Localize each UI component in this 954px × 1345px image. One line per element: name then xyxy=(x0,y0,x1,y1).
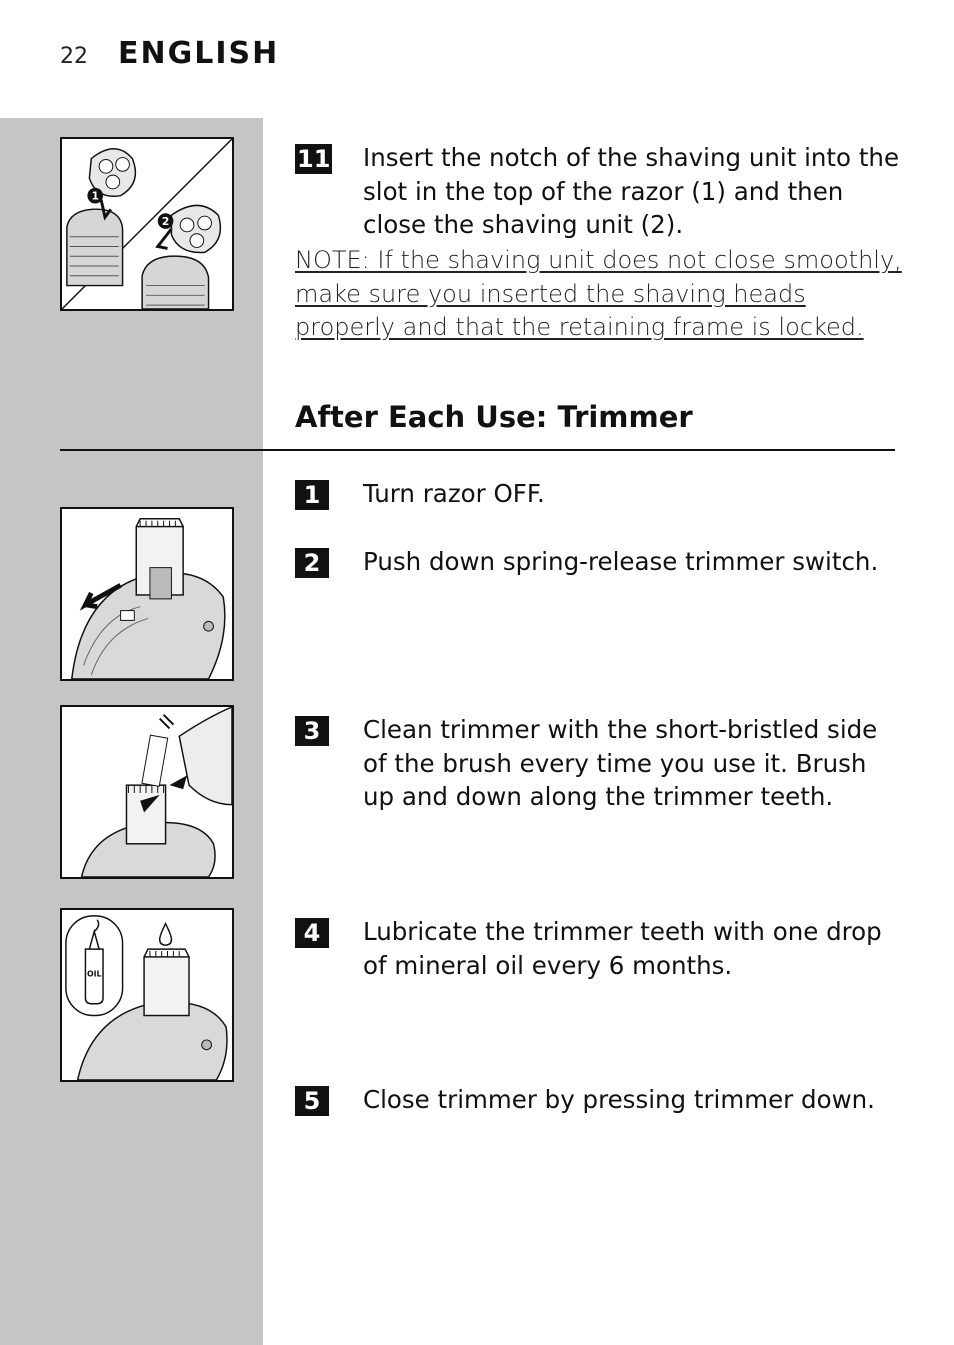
step-number: 5 xyxy=(295,1086,329,1116)
oil-lubrication-illustration xyxy=(60,908,234,1082)
section-heading: After Each Use: Trimmer xyxy=(295,400,693,434)
oil-bottle-label: OIL xyxy=(86,969,102,979)
figure-label-1: 1 xyxy=(91,189,99,203)
trimmer-switch-illustration xyxy=(60,507,234,681)
page-number: 22 xyxy=(60,44,88,69)
heading-rule xyxy=(60,449,895,451)
step-text: Insert the notch of the shaving unit into the slot in the top of the razor (1) and then close the shaving unit (2). xyxy=(363,143,900,240)
brush-cleaning-illustration xyxy=(60,705,234,879)
brush-cleaning-drawing xyxy=(62,707,232,877)
figure-pointer xyxy=(263,906,279,934)
step-text: Turn razor OFF. xyxy=(363,479,545,508)
step-text: Push down spring-release trimmer switch. xyxy=(363,547,879,576)
step-number: 3 xyxy=(295,716,329,746)
language-heading: ENGLISH xyxy=(118,36,280,71)
note-text: NOTE: If the shaving unit does not close smoothly, make sure you inserted the shaving heads properly and that the retaining frame is locked. xyxy=(295,246,902,342)
step-number: 11 xyxy=(297,145,331,173)
figure-label-2: 2 xyxy=(161,214,170,228)
step-text: Close trimmer by pressing trimmer down. xyxy=(363,1085,875,1114)
trimmer-switch-drawing xyxy=(62,509,232,679)
step-number: 2 xyxy=(295,548,329,578)
step-number: 4 xyxy=(295,918,329,948)
step-number: 1 xyxy=(295,480,329,510)
figure-pointer xyxy=(263,136,279,164)
insert-shaving-unit-illustration xyxy=(60,137,234,311)
step-text: Lubricate the trimmer teeth with one drop of mineral oil every 6 months. xyxy=(363,917,882,980)
figure-pointer xyxy=(263,546,279,574)
figure-pointer xyxy=(263,716,279,744)
oil-lubrication-drawing xyxy=(62,910,232,1080)
step-text: Clean trimmer with the short-bristled side of the brush every time you use it. Brush up and down along the trimmer teeth. xyxy=(363,715,878,812)
insert-shaving-unit-drawing xyxy=(62,139,232,309)
